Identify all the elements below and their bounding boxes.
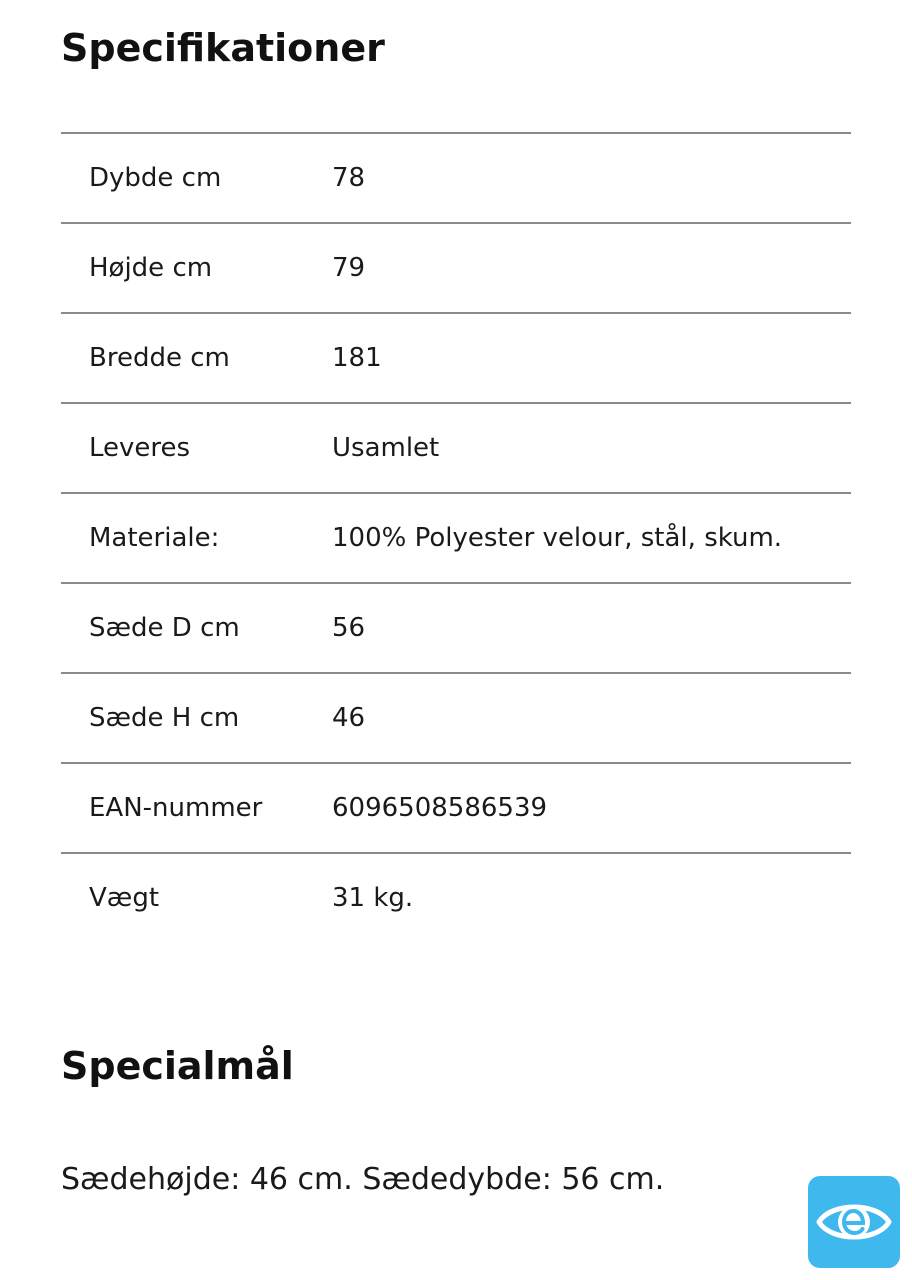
spec-value: 6096508586539 [332, 793, 548, 823]
spec-value: 46 [332, 703, 366, 733]
table-row [61, 404, 851, 494]
table-row [61, 314, 851, 404]
spec-label: Leveres [89, 433, 191, 463]
table-row [61, 674, 851, 764]
spec-value: Usamlet [332, 433, 440, 463]
table-row [61, 854, 851, 942]
spec-value: 79 [332, 253, 366, 283]
special-measurements-text: Sædehøjde: 46 cm. Sædedybde: 56 cm. [61, 1162, 665, 1197]
spec-value: 56 [332, 613, 366, 643]
spec-label: Højde cm [89, 253, 213, 283]
spec-label: Bredde cm [89, 343, 230, 373]
table-row [61, 134, 851, 224]
table-row [61, 494, 851, 584]
spec-value: 78 [332, 163, 366, 193]
spec-label: EAN-nummer [89, 793, 263, 823]
table-row [61, 584, 851, 674]
table-row [61, 764, 851, 854]
spec-value: 181 [332, 343, 382, 373]
specifications-table [61, 132, 851, 942]
spec-value: 31 kg. [332, 883, 414, 913]
spec-label: Vægt [89, 883, 160, 913]
special-measurements-title: Specialmål [61, 1044, 294, 1088]
spec-label: Materiale: [89, 523, 220, 553]
spec-label: Sæde H cm [89, 703, 240, 733]
specifications-title: Specifikationer [61, 26, 385, 70]
spec-label: Dybde cm [89, 163, 222, 193]
spec-label: Sæde D cm [89, 613, 240, 643]
e-badge-button[interactable] [808, 1176, 900, 1268]
e-eye-icon [815, 1194, 893, 1250]
table-row [61, 224, 851, 314]
spec-value: 100% Polyester velour, stål, skum. [332, 523, 783, 553]
